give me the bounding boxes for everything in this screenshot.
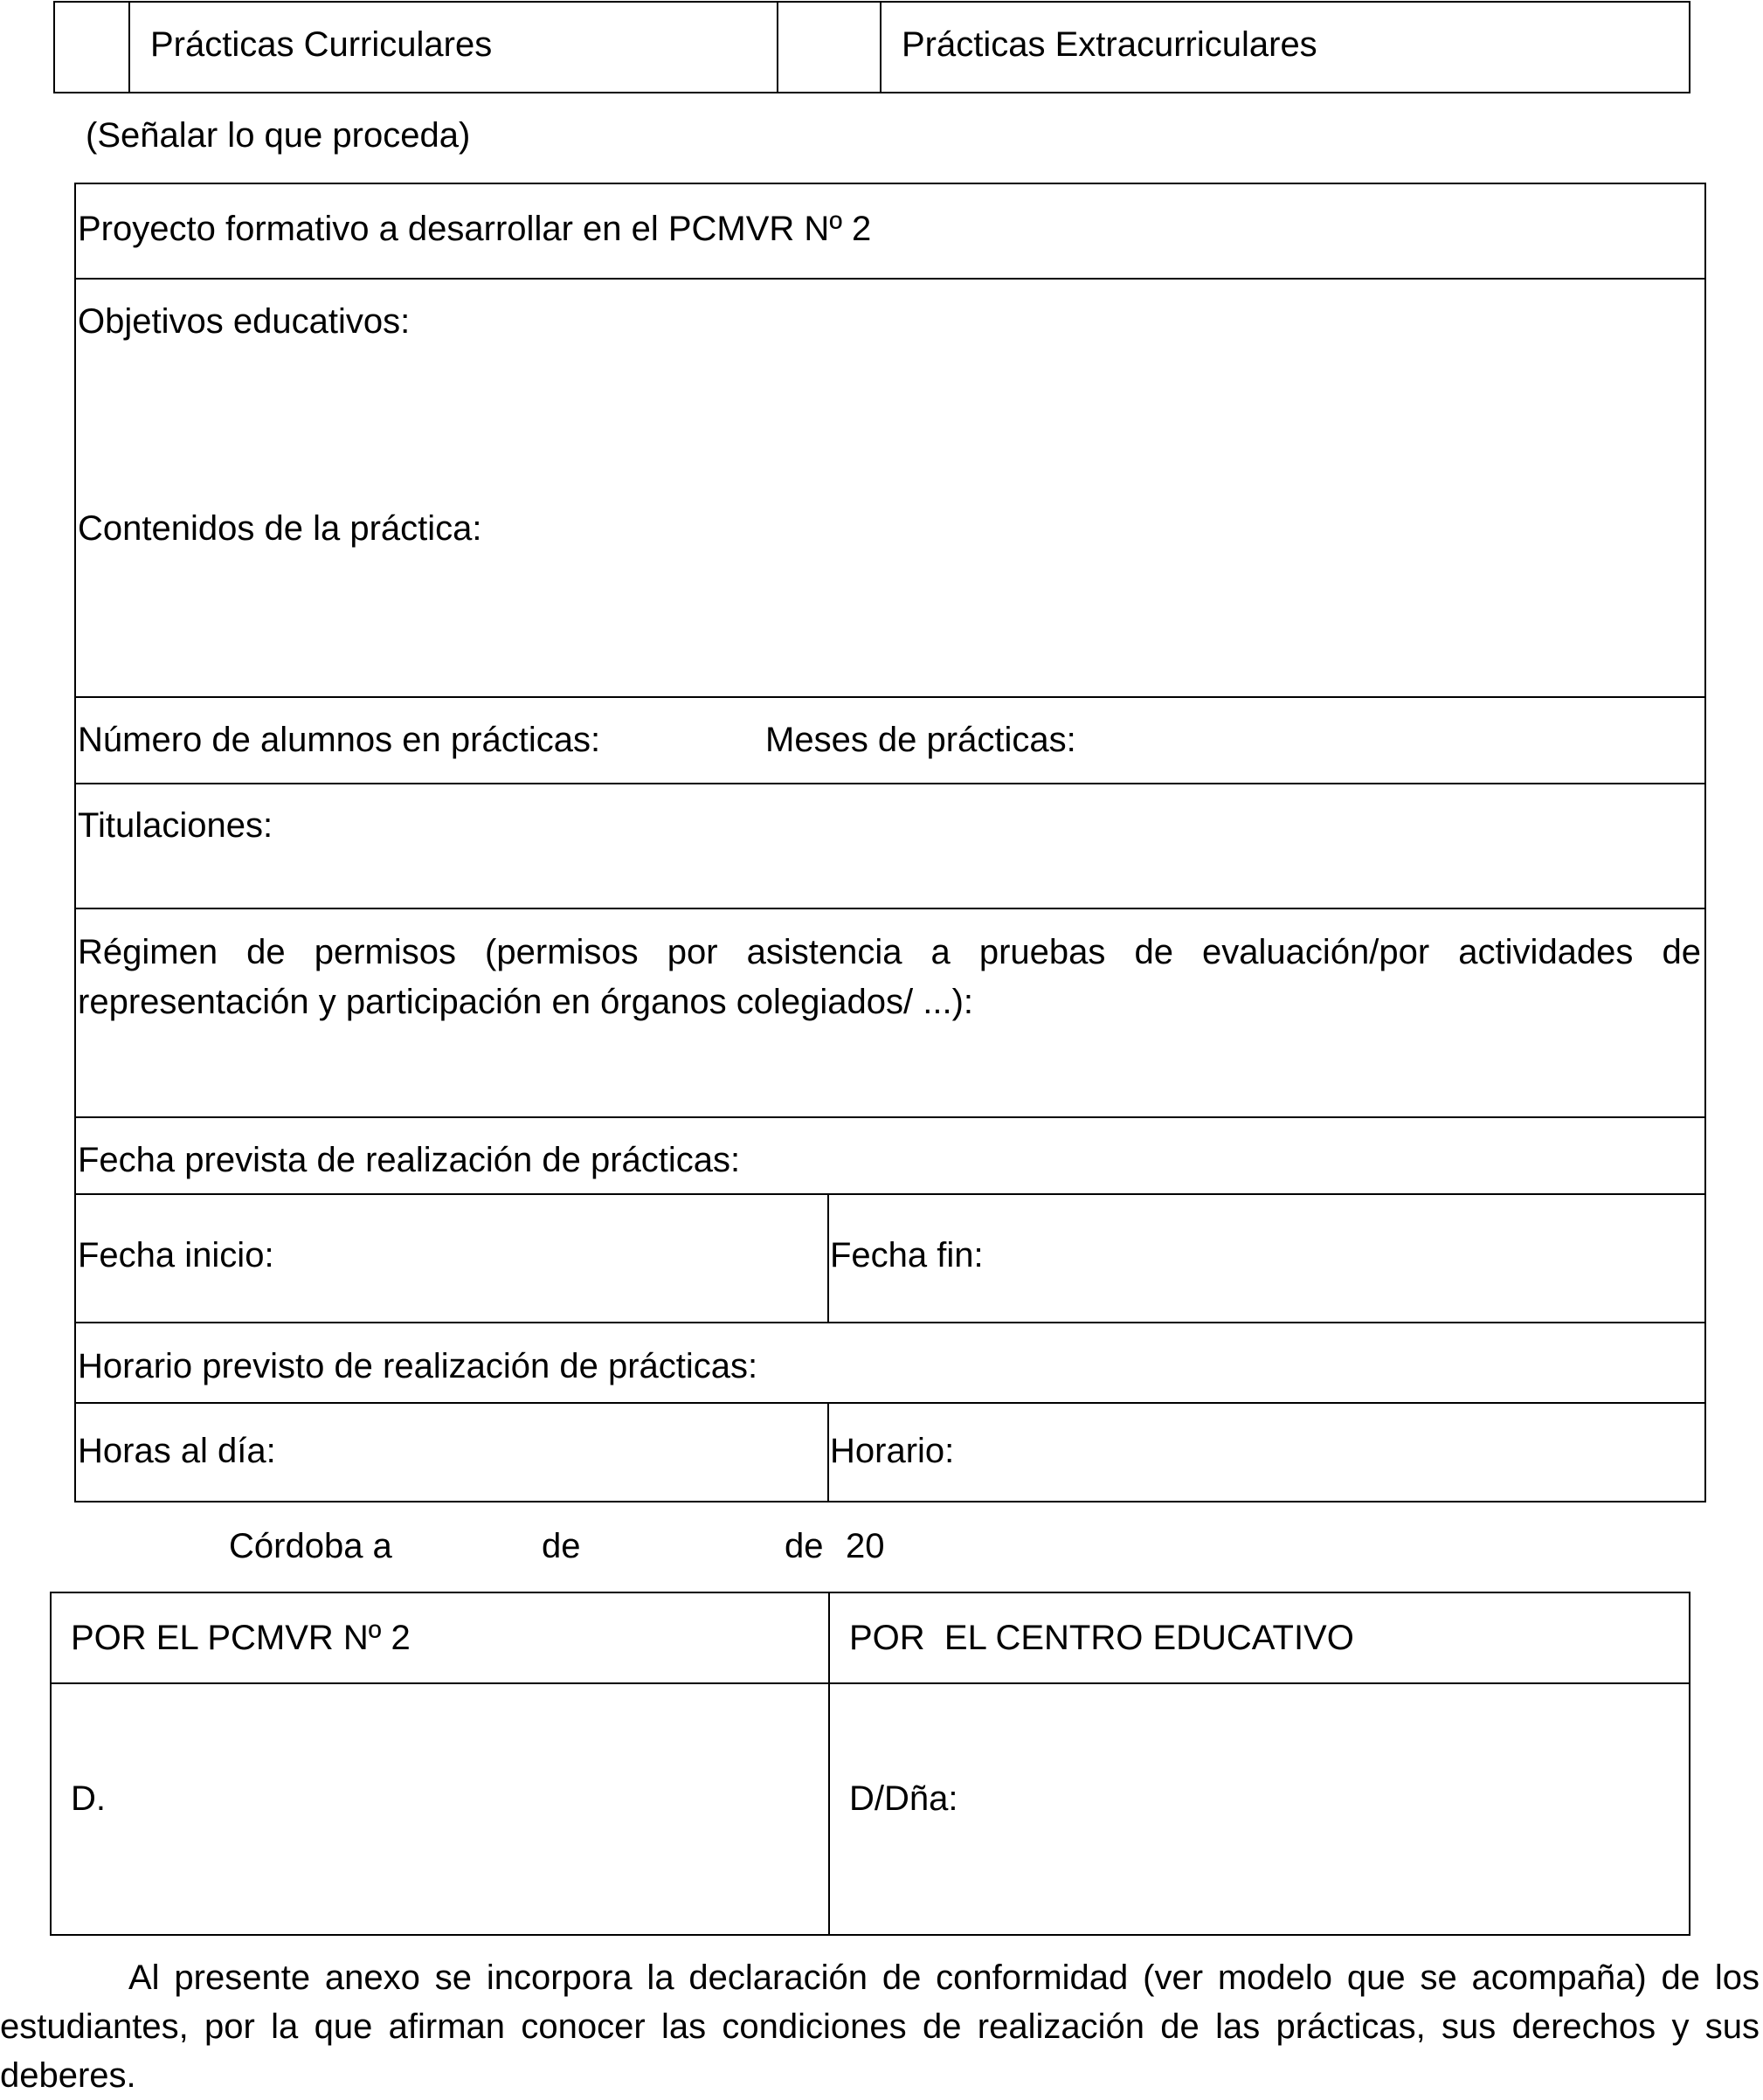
divider <box>74 1193 1706 1195</box>
date-de-1: de <box>542 1527 581 1565</box>
footer-paragraph: Al presente anexo se incorpora la declaración de conformidad (ver modelo que se acompaña) de los estudiantes, por la que afirman conocer las condiciones de realización de las prácticas, sus derechos y sus deberes. <box>0 1958 1760 2095</box>
end-date-label: Fecha fin: <box>830 1236 984 1275</box>
months-label: Meses de prácticas: <box>765 721 1076 759</box>
divider <box>50 1682 1690 1684</box>
divider <box>880 1 882 93</box>
degrees-label: Titulaciones: <box>78 806 273 845</box>
leave-regime-label-line2: representación y participación en órganos colegiados/ ...): <box>78 983 974 1021</box>
date-de-2: de <box>785 1527 824 1565</box>
left-signature-name: D. <box>71 1779 106 1818</box>
divider <box>74 696 1706 698</box>
hours-per-day-label: Horas al día: <box>78 1432 276 1470</box>
divider <box>827 1402 829 1502</box>
planned-schedule-label: Horario previsto de realización de prácticas: <box>78 1347 758 1385</box>
project-title: Proyecto formativo a desarrollar en el PCMVR Nº 2 <box>78 210 872 248</box>
right-signature-header: POR EL CENTRO EDUCATIVO <box>849 1619 1354 1657</box>
contents-label: Contenidos de la práctica: <box>78 509 482 548</box>
right-signature-name: D/Dña: <box>849 1779 958 1818</box>
divider <box>827 1193 829 1323</box>
divider <box>74 1322 1706 1323</box>
leave-regime-label-line1: Régimen de permisos (permisos por asistencia a pruebas de evaluación/por actividades de <box>78 933 1701 971</box>
divider <box>74 908 1706 909</box>
num-students-label: Número de alumnos en prácticas: <box>78 721 601 759</box>
left-signature-header: POR EL PCMVR Nº 2 <box>71 1619 411 1657</box>
date-year: 20 <box>846 1527 885 1565</box>
extracurricular-label: Prácticas Extracurriculares <box>902 25 1317 64</box>
curricular-label: Prácticas Curriculares <box>150 25 493 64</box>
schedule-label: Horario: <box>830 1432 955 1470</box>
divider <box>74 783 1706 784</box>
objectives-field[interactable] <box>78 345 1703 494</box>
divider <box>828 1592 830 1936</box>
extracurricular-checkbox[interactable] <box>778 3 880 92</box>
divider <box>128 1 130 93</box>
date-city: Córdoba a <box>229 1527 392 1565</box>
instruction-text: (Señalar lo que proceda) <box>86 116 471 155</box>
start-date-label: Fecha inicio: <box>78 1236 274 1275</box>
divider <box>74 1116 1706 1118</box>
divider <box>74 1402 1706 1404</box>
curricular-checkbox[interactable] <box>55 3 128 92</box>
planned-dates-label: Fecha prevista de realización de prácticas: <box>78 1141 741 1179</box>
contents-field[interactable] <box>78 552 1703 692</box>
objectives-label: Objetivos educativos: <box>78 302 411 341</box>
divider <box>74 278 1706 280</box>
